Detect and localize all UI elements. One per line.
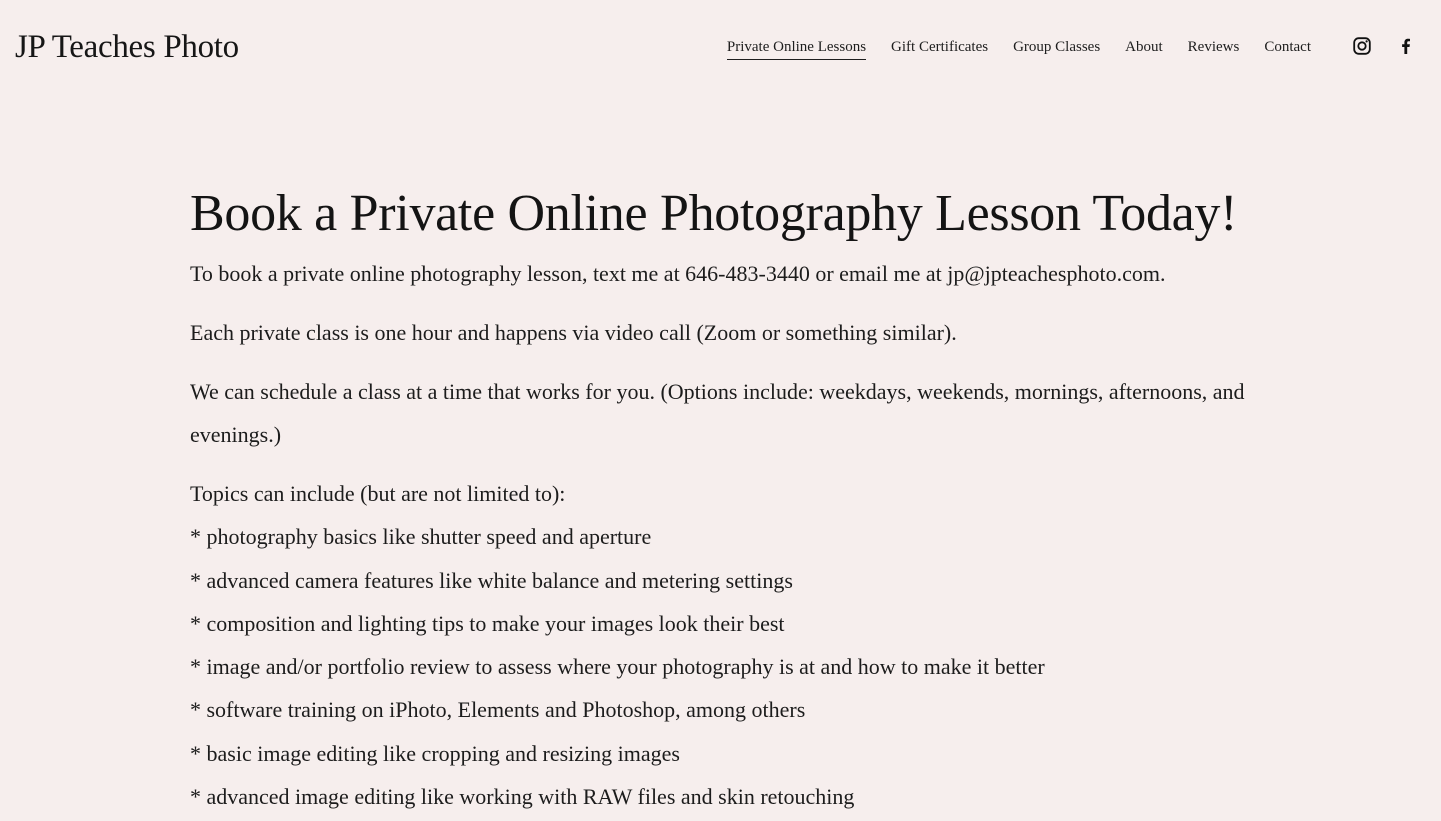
site-logo[interactable]: JP Teaches Photo	[15, 29, 239, 65]
list-item: * basic image editing like cropping and resizing images	[190, 740, 680, 766]
main-content	[190, 182, 1270, 818]
list-item: * advanced image editing like working with RAW files and skin retouching	[190, 784, 855, 810]
list-item: * composition and lighting tips to make your images look their best	[190, 610, 785, 636]
nav-item-group-classes[interactable]: Group Classes	[1013, 39, 1101, 55]
topics-list	[190, 472, 1270, 818]
facebook-icon[interactable]	[1397, 37, 1415, 55]
nav-item-contact[interactable]: Contact	[1264, 39, 1311, 55]
schedule-paragraph: We can schedule a class at a time that works for you. (Options include: weekdays, weekends, mornings, afternoons, and evenings.)	[190, 379, 1245, 447]
list-item: * software training on iPhoto, Elements and Photoshop, among others	[190, 697, 806, 723]
nav-item-gift-certificates[interactable]: Gift Certificates	[891, 39, 989, 55]
booking-paragraph: To book a private online photography lesson, text me at 646-483-3440 or email me at jp@jpteachesphoto.com.	[190, 261, 1166, 286]
nav-item-private-online-lessons[interactable]: Private Online Lessons	[727, 38, 866, 60]
social-links	[1353, 37, 1415, 55]
list-item: * advanced camera features like white balance and metering settings	[190, 567, 793, 593]
class-format-paragraph: Each private class is one hour and happens via video call (Zoom or something similar).	[190, 320, 957, 345]
topics-intro: Topics can include (but are not limited to):	[190, 481, 566, 506]
page-heading: Book a Private Online Photography Lesson Today!	[190, 185, 1238, 242]
main-nav	[727, 38, 1311, 60]
instagram-icon[interactable]	[1353, 37, 1371, 55]
site-header	[0, 0, 1441, 94]
nav-item-reviews[interactable]: Reviews	[1187, 39, 1240, 55]
list-item: * image and/or portfolio review to assess where your photography is at and how to make it better	[190, 654, 1045, 680]
list-item: * photography basics like shutter speed and aperture	[190, 524, 652, 550]
nav-item-about[interactable]: About	[1125, 39, 1163, 55]
